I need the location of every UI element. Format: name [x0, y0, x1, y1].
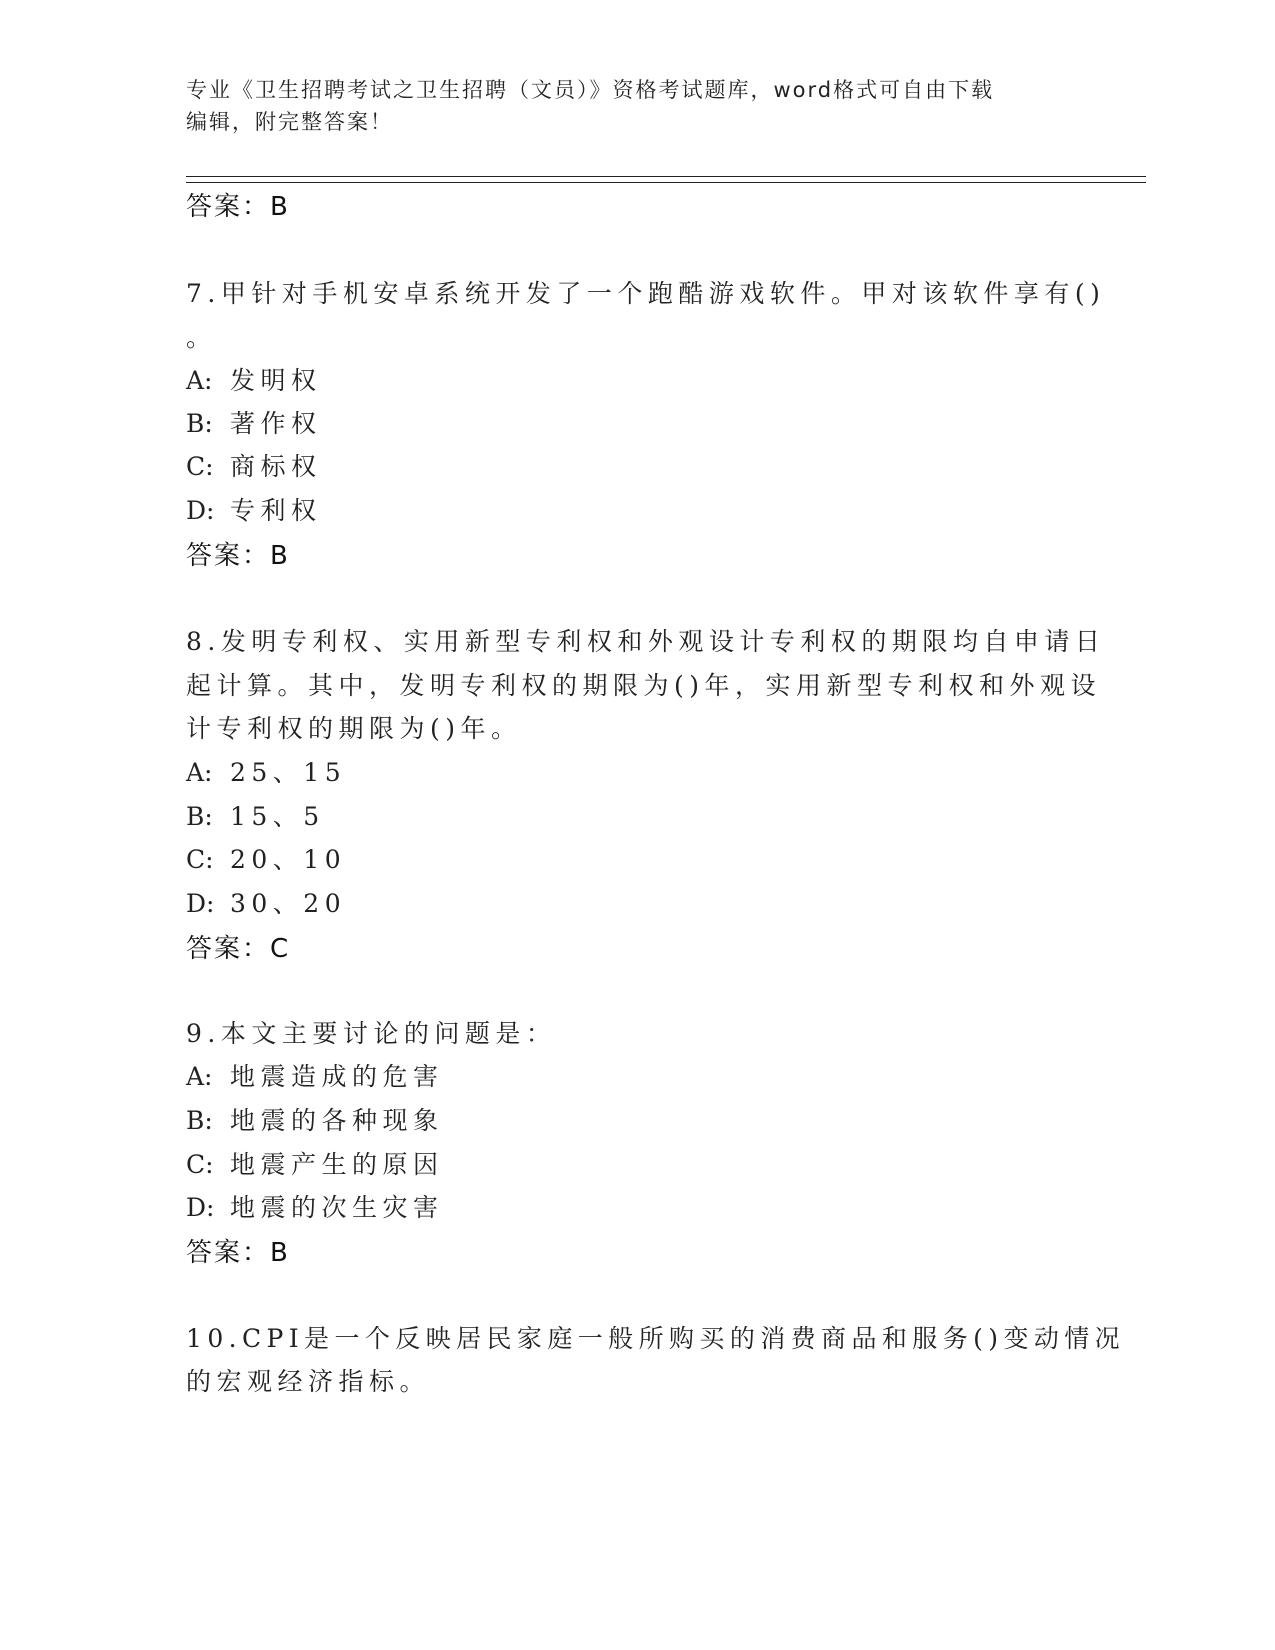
- question-text-line: 计专利权的期限为()年。: [186, 714, 522, 743]
- option-d: [186, 884, 346, 920]
- option-b: [186, 1101, 444, 1137]
- option-label: B:: [186, 802, 213, 831]
- option-label: A:: [186, 1062, 213, 1091]
- option-text: 20、10: [230, 845, 347, 874]
- option-text: 15、5: [230, 802, 325, 831]
- option-a: [186, 753, 346, 789]
- option-text: 著作权: [230, 409, 322, 438]
- option-b: [186, 797, 325, 833]
- previous-answer: 答案：B: [186, 192, 290, 222]
- header-rule-bottom: [186, 182, 1146, 183]
- option-c: [186, 447, 322, 483]
- option-label: A:: [186, 366, 213, 395]
- option-b: [186, 404, 322, 440]
- document-header: [186, 74, 1066, 138]
- option-label: D:: [186, 889, 215, 918]
- question-text-line: 的宏观经济指标。: [186, 1367, 431, 1396]
- option-label: B:: [186, 1106, 213, 1135]
- question-text-line: 8.发明专利权、实用新型专利权和外观设计专利权的期限均自申请日: [186, 627, 1106, 656]
- option-a: [186, 1057, 444, 1093]
- question-text-line: 9.本文主要讨论的问题是：: [186, 1019, 557, 1048]
- option-label: C:: [186, 845, 214, 874]
- answer-line: 答案：B: [186, 541, 290, 571]
- option-c: [186, 1145, 444, 1181]
- question-text-line: 。: [186, 323, 217, 352]
- header-line-2: 编辑，附完整答案！: [186, 110, 393, 134]
- option-d: [186, 1188, 444, 1224]
- option-text: 30、20: [230, 889, 347, 918]
- option-text: 地震的各种现象: [230, 1106, 444, 1135]
- header-rule-top: [186, 176, 1146, 177]
- option-text: 专利权: [230, 496, 322, 525]
- question-text-line: 10.CPI是一个反映居民家庭一般所购买的消费商品和服务()变动情况: [186, 1324, 1126, 1353]
- option-label: A:: [186, 758, 213, 787]
- option-label: B:: [186, 409, 213, 438]
- option-d: [186, 491, 322, 527]
- option-text: 地震的次生灾害: [230, 1193, 444, 1222]
- option-label: C:: [186, 1150, 214, 1179]
- option-a: [186, 361, 322, 397]
- answer-line: 答案：C: [186, 934, 291, 964]
- option-text: 地震产生的原因: [230, 1150, 444, 1179]
- option-text: 25、15: [230, 758, 347, 787]
- question-text-line: 7.甲针对手机安卓系统开发了一个跑酷游戏软件。甲对该软件享有(): [186, 279, 1106, 308]
- option-text: 发明权: [230, 366, 322, 395]
- option-label: D:: [186, 1193, 215, 1222]
- answer-line: 答案：B: [186, 1238, 290, 1268]
- option-text: 商标权: [230, 452, 322, 481]
- option-label: D:: [186, 496, 215, 525]
- option-text: 地震造成的危害: [230, 1062, 444, 1091]
- question-text-line: 起计算。其中，发明专利权的期限为()年，实用新型专利权和外观设: [186, 671, 1102, 700]
- header-line-1: 专业《卫生招聘考试之卫生招聘（文员）》资格考试题库，word格式可自由下载: [186, 78, 995, 102]
- option-label: C:: [186, 452, 214, 481]
- option-c: [186, 840, 346, 876]
